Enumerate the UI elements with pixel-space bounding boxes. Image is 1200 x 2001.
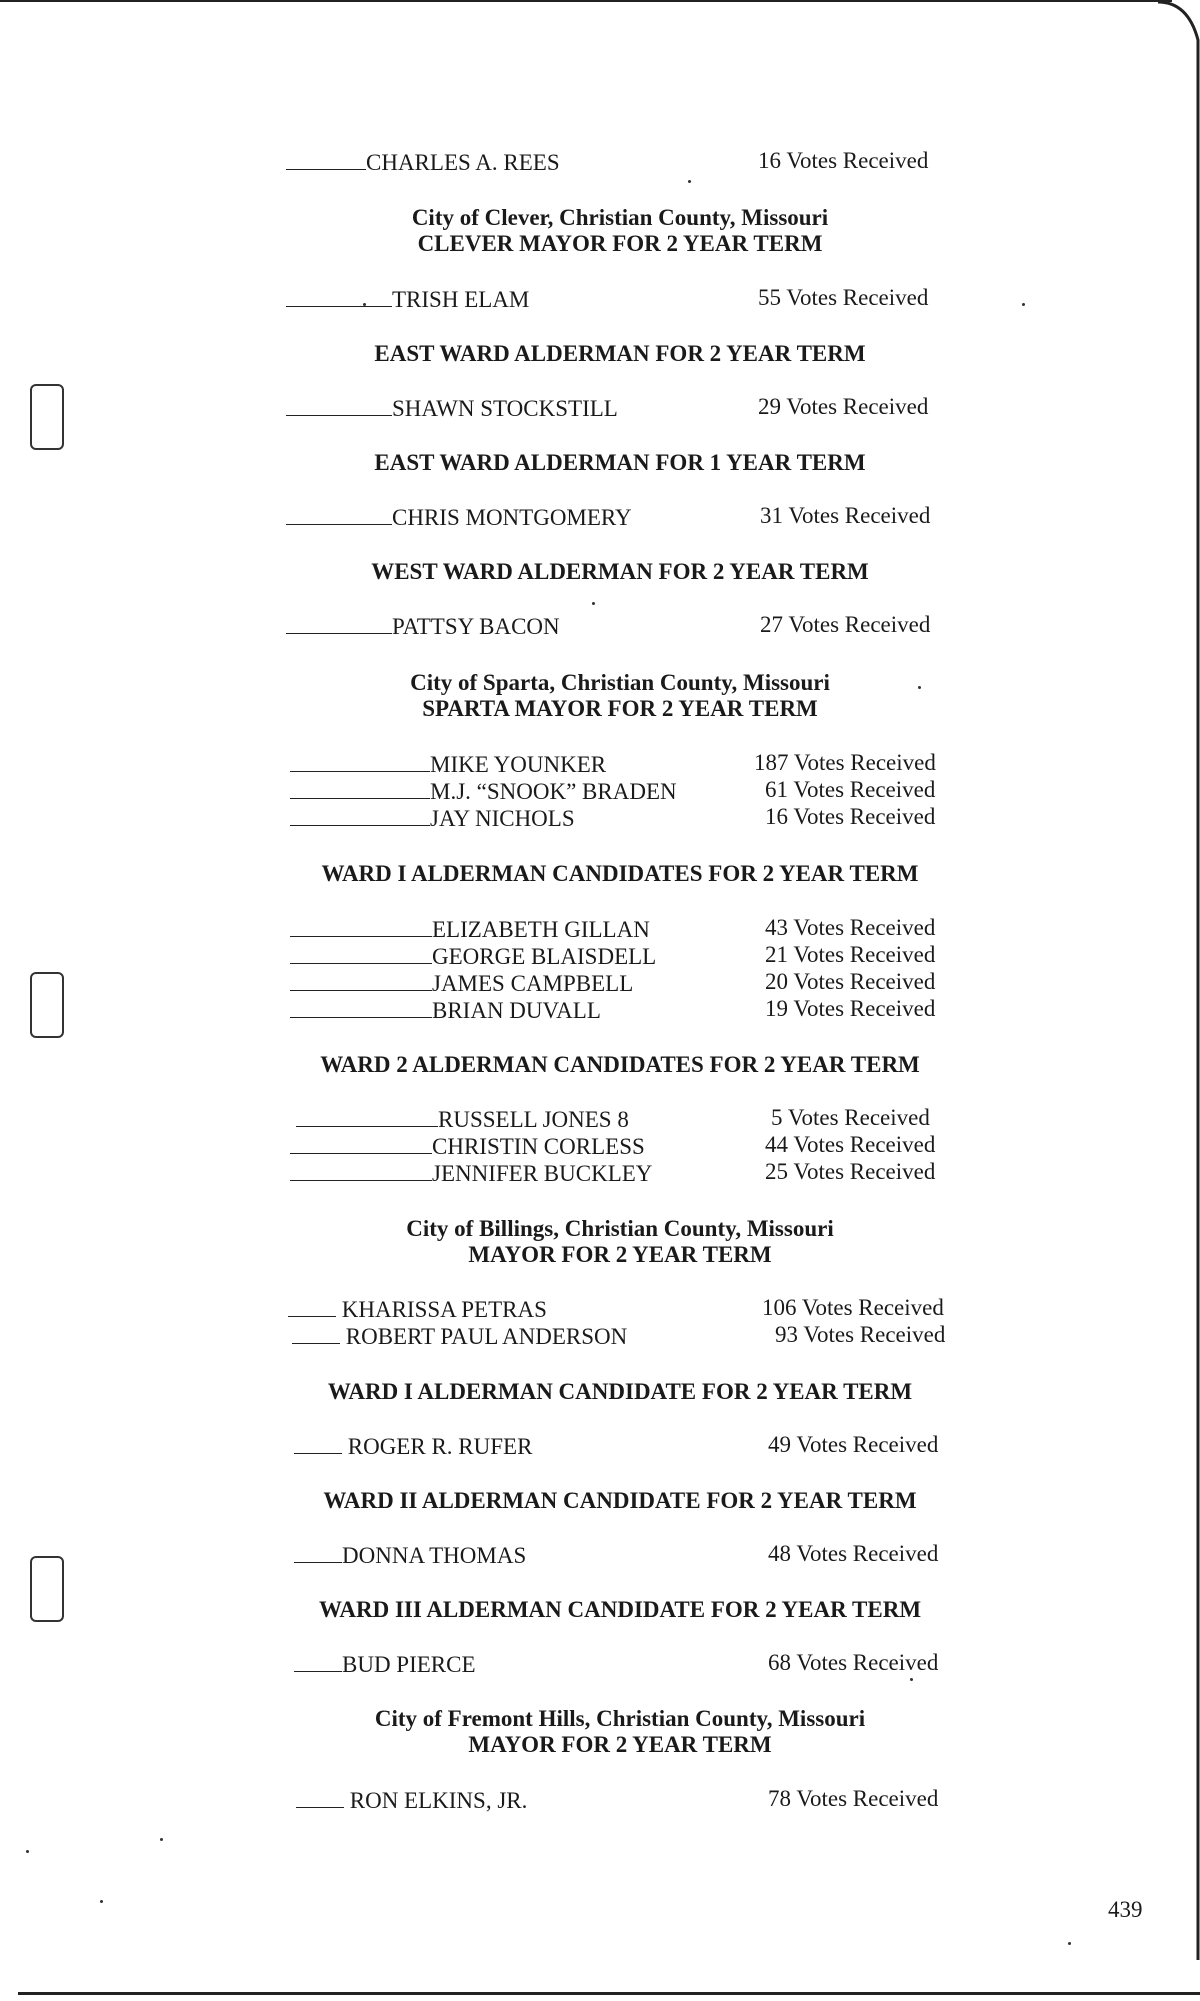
scan-speck (1068, 1942, 1071, 1945)
city-heading: City of Billings, Christian County, Missouri (406, 1216, 834, 1241)
candidate-row (294, 1652, 476, 1678)
scan-speck (160, 1838, 163, 1841)
votes-received: 44 Votes Received (765, 1132, 936, 1157)
candidate-row (294, 1434, 532, 1460)
city-heading: City of Sparta, Christian County, Missouri (410, 670, 830, 695)
candidate-row (286, 396, 618, 422)
candidate-name: BRIAN DUVALL (432, 998, 601, 1023)
candidate-name: JENNIFER BUCKLEY (432, 1161, 653, 1186)
candidate-name: JAY NICHOLS (430, 806, 575, 831)
candidate-row (286, 614, 560, 640)
votes-received: 49 Votes Received (768, 1432, 939, 1457)
votes-received: 43 Votes Received (765, 915, 936, 940)
office-heading: WARD 2 ALDERMAN CANDIDATES FOR 2 YEAR TERM (320, 1052, 920, 1077)
votes-received: 27 Votes Received (760, 612, 931, 637)
candidate-name: ROGER R. RUFER (347, 1434, 533, 1459)
votes-received: 21 Votes Received (765, 942, 936, 967)
votes-received: 48 Votes Received (768, 1541, 939, 1566)
candidate-row (296, 1107, 629, 1133)
candidate-row (290, 998, 601, 1024)
city-heading: City of Clever, Christian County, Missouri (411, 205, 829, 230)
candidate-name: GEORGE BLAISDELL (432, 944, 657, 969)
office-heading: WARD I ALDERMAN CANDIDATE FOR 2 YEAR TERM (327, 1379, 913, 1404)
candidate-row (294, 1543, 526, 1569)
office-heading: WEST WARD ALDERMAN FOR 2 YEAR TERM (371, 559, 869, 584)
office-heading: SPARTA MAYOR FOR 2 YEAR TERM (422, 696, 818, 721)
candidate-name: ELIZABETH GILLAN (432, 917, 650, 942)
votes-received: 55 Votes Received (758, 285, 929, 310)
scan-speck (1022, 303, 1025, 306)
votes-received: 16 Votes Received (765, 804, 936, 829)
votes-received: 93 Votes Received (775, 1322, 946, 1347)
page-border-top (0, 0, 1172, 2)
scan-speck (688, 180, 691, 183)
candidate-row (292, 1324, 627, 1350)
scan-speck (26, 1850, 29, 1853)
candidate-row (290, 752, 606, 778)
votes-received: 106 Votes Received (762, 1295, 944, 1320)
candidate-row (286, 287, 529, 313)
votes-received: 29 Votes Received (758, 394, 929, 419)
candidate-name: SHAWN STOCKSTILL (392, 396, 618, 421)
candidate-row (290, 971, 633, 997)
page-number: 439 (1108, 1897, 1143, 1922)
candidate-row (290, 917, 650, 943)
office-heading: CLEVER MAYOR FOR 2 YEAR TERM (417, 231, 823, 256)
votes-received: 20 Votes Received (765, 969, 936, 994)
candidate-name: MIKE YOUNKER (430, 752, 607, 777)
candidate-name: BUD PIERCE (342, 1652, 476, 1677)
votes-received: 61 Votes Received (765, 777, 936, 802)
page-border-bottom (18, 1992, 1200, 1995)
office-heading: WARD III ALDERMAN CANDIDATE FOR 2 YEAR TERM (318, 1597, 922, 1622)
candidate-row (290, 806, 575, 832)
votes-received: 68 Votes Received (768, 1650, 939, 1675)
scan-speck (592, 602, 595, 605)
candidate-row (296, 1788, 527, 1814)
votes-received: 19 Votes Received (765, 996, 936, 1021)
candidate-name: TRISH ELAM (392, 287, 530, 312)
candidate-row (290, 779, 677, 805)
scan-speck (918, 686, 921, 689)
votes-received: 16 Votes Received (758, 148, 929, 173)
office-heading: WARD II ALDERMAN CANDIDATE FOR 2 YEAR TERM (323, 1488, 917, 1513)
punch-hole-middle (30, 972, 64, 1038)
office-heading: EAST WARD ALDERMAN FOR 1 YEAR TERM (374, 450, 866, 475)
office-heading: EAST WARD ALDERMAN FOR 2 YEAR TERM (374, 341, 866, 366)
candidate-name: RON ELKINS, JR. (349, 1788, 528, 1813)
votes-received: 25 Votes Received (765, 1159, 936, 1184)
candidate-row (288, 1297, 547, 1323)
candidate-row (290, 1161, 652, 1187)
votes-received: 187 Votes Received (754, 750, 936, 775)
candidate-name: CHRIS MONTGOMERY (392, 505, 632, 530)
scan-speck (363, 303, 366, 306)
city-heading: City of Fremont Hills, Christian County, Missouri (374, 1706, 866, 1731)
votes-received: 31 Votes Received (760, 503, 931, 528)
candidate-name: ROBERT PAUL ANDERSON (345, 1324, 628, 1349)
candidate-row (286, 505, 632, 531)
candidate-name: JAMES CAMPBELL (432, 971, 634, 996)
candidate-name: PATTSY BACON (392, 614, 560, 639)
office-heading: MAYOR FOR 2 YEAR TERM (468, 1242, 772, 1267)
candidate-name: RUSSELL JONES 8 (438, 1107, 629, 1132)
candidate-name: KHARISSA PETRAS (341, 1297, 547, 1322)
office-heading: MAYOR FOR 2 YEAR TERM (468, 1732, 772, 1757)
votes-received: 5 Votes Received (771, 1105, 930, 1130)
candidate-row (290, 944, 656, 970)
scan-speck (100, 1900, 103, 1903)
candidate-row (290, 1134, 645, 1160)
candidate-name: CHARLES A. REES (366, 150, 560, 175)
page-border-right (1158, 0, 1200, 2001)
candidate-name: CHRISTIN CORLESS (432, 1134, 645, 1159)
candidate-name: DONNA THOMAS (342, 1543, 527, 1568)
punch-hole-top (30, 384, 64, 450)
votes-received: 78 Votes Received (768, 1786, 939, 1811)
candidate-name: M.J. “SNOOK” BRADEN (430, 779, 677, 804)
candidate-row (286, 150, 560, 176)
office-heading: WARD I ALDERMAN CANDIDATES FOR 2 YEAR TERM (321, 861, 919, 886)
scan-speck (910, 1678, 913, 1681)
